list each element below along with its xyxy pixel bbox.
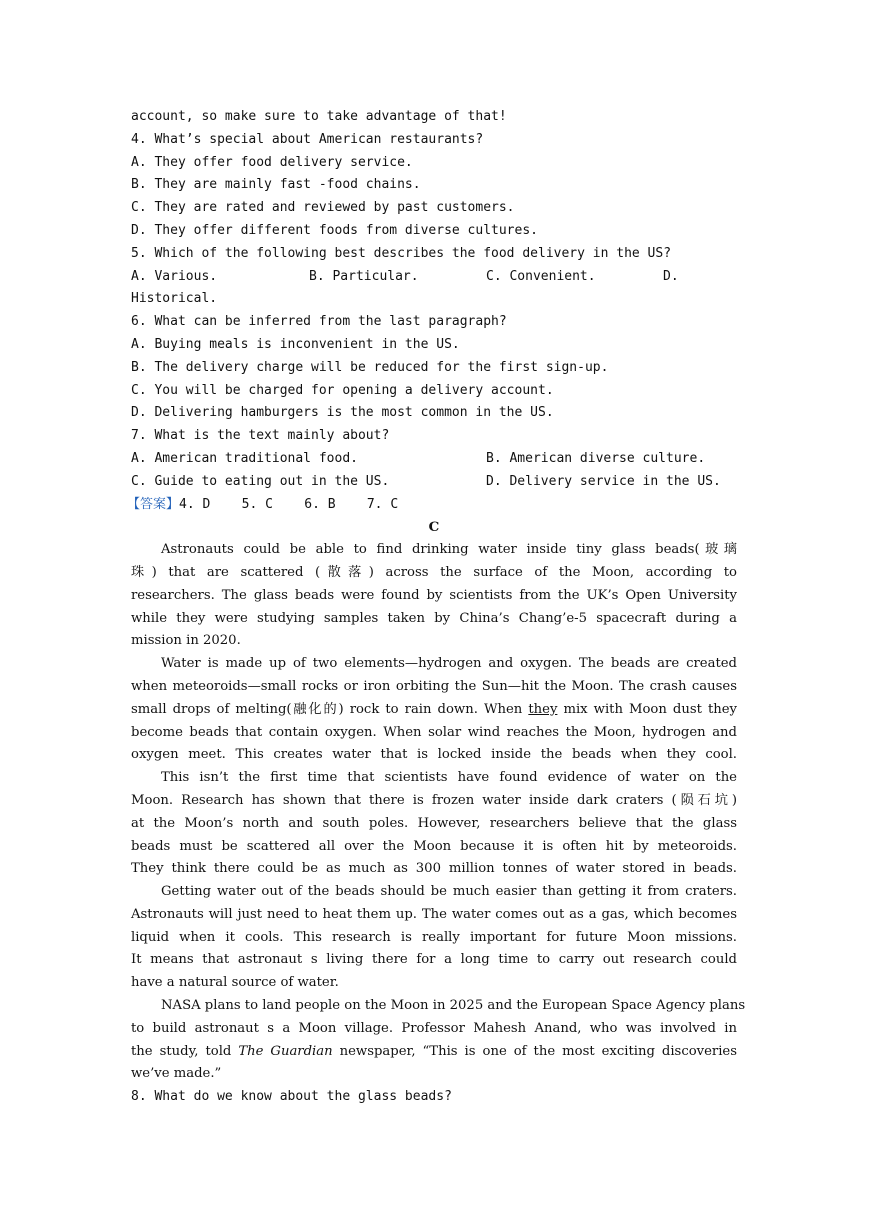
paragraph-line: oxygen meet. This creates water that is locked inside the beads when they cool. [131,747,737,763]
answer-line [127,494,737,517]
question-7-stem: 7. What is the text mainly about? [131,428,390,444]
paragraph-line: It means that astronaut s living there for a long time to carry out research could [131,952,737,968]
question-4-option-a: A. They offer food delivery service. [131,154,413,170]
passage-c-paragraph-2 [131,653,737,767]
paragraph-text: mix with Moon dust they [557,701,738,717]
question-5-option-b: B. Particular. [309,268,419,284]
question-7-option-d: D. Delivery service in the US. [486,473,721,489]
question-6-option-a: A. Buying meals is inconvenient in the US. [131,336,460,352]
question-4-stem: 4. What’s special about American restaurants? [131,131,484,147]
answer-tag: 【答案】 [127,496,180,512]
question-6-option-b: B. The delivery charge will be reduced for the first sign-up. [131,359,609,375]
paragraph-line: we’ve made.” [131,1066,222,1082]
paragraph-line: Astronauts will just need to heat them up. The water comes out as a gas, which becomes [131,906,737,922]
question-7-options-row2 [131,471,737,494]
passage-c-paragraph-4 [131,881,737,995]
question-4-option-c: C. They are rated and reviewed by past customers. [131,200,515,216]
paragraph-line: mission in 2020. [131,633,241,649]
question-5-stem: 5. Which of the following best describes the food delivery in the US? [131,245,672,261]
paragraph-line: This isn’t the first time that scientists have found evidence of water on the [161,770,737,786]
question-7-options-row1 [131,448,737,471]
paragraph-line: Water is made up of two elements—hydrogen and oxygen. The beads are created [161,656,737,672]
paragraph-line: They think there could be as much as 300 million tonnes of water stored in beads. [131,861,737,877]
question-7-option-b: B. American diverse culture. [486,450,706,466]
question-5-option-d-wrap: Historical. [131,291,218,307]
paragraph-line: liquid when it cools. This research is really important for future Moon missions. [131,929,737,945]
paragraph-line: at the Moon’s north and south poles. However, researchers believe that the glass [131,815,737,831]
question-5-options [131,266,737,289]
paragraph-line: to build astronaut s a Moon village. Professor Mahesh Anand, who was involved in [131,1020,737,1036]
paragraph-line: when meteoroids—small rocks or iron orbiting the Sun—hit the Moon. The crash causes [131,678,737,694]
paragraph-line-with-underline [131,699,737,722]
paragraph-line: become beads that contain oxygen. When solar wind reaches the Moon, hydrogen and [131,724,737,740]
passage-c-paragraph-5 [131,995,746,1086]
question-8-stem: 8. What do we know about the glass beads? [131,1089,452,1105]
paragraph-text: newspaper, “This is one of the most exciting discoveries [332,1043,738,1059]
question-4-option-d: D. They offer different foods from diverse cultures. [131,222,538,238]
paragraph-text: small drops of melting(融化的) rock to rain down. When [131,701,529,717]
paragraph-line: Moon. Research has shown that there is frozen water inside dark craters (陨石坑) [131,792,737,808]
passage-b-continuation: account, so make sure to take advantage of that! [131,109,507,124]
paragraph-line-with-italic [131,1041,737,1064]
newspaper-title: The Guardian [238,1043,333,1059]
question-5-option-d: D. [663,268,679,284]
paragraph-line: Astronauts could be able to find drinking water inside tiny glass beads(玻璃 [161,542,737,558]
paragraph-text: the study, told [131,1043,239,1059]
question-6-option-d: D. Delivering hamburgers is the most common in the US. [131,405,554,421]
passage-c-paragraph-3 [131,767,737,881]
answer-text: 4. D 5. C 6. B 7. C [179,496,399,512]
question-5-option-c: C. Convenient. [486,268,596,284]
paragraph-line: 珠) that are scattered (散落) across the surface of the Moon, according to [131,564,737,580]
question-7-option-c: C. Guide to eating out in the US. [131,473,390,489]
passage-c-paragraph-1 [131,539,737,653]
underlined-word-they: they [528,701,558,717]
paragraph-line: beads must be scattered all over the Moon because it is often hit by meteoroids. [131,838,737,854]
question-4-option-b: B. They are mainly fast -food chains. [131,177,421,193]
paragraph-line: Getting water out of the beads should be much easier than getting it from craters. [161,884,737,900]
question-6-option-c: C. You will be charged for opening a delivery account. [131,382,554,398]
paragraph-line: have a natural source of water. [131,975,339,991]
section-c-heading: C [428,519,440,536]
question-5-option-a: A. Various. [131,268,218,284]
question-7-option-a: A. American traditional food. [131,450,358,466]
question-6-stem: 6. What can be inferred from the last paragraph? [131,314,507,330]
paragraph-line: NASA plans to land people on the Moon in 2025 and the European Space Agency plans [161,998,746,1014]
paragraph-line: while they were studying samples taken by China’s Chang’e-5 spacecraft during a [131,610,737,626]
document-page [127,106,746,1109]
paragraph-line: researchers. The glass beads were found by scientists from the UK’s Open University [131,587,737,603]
